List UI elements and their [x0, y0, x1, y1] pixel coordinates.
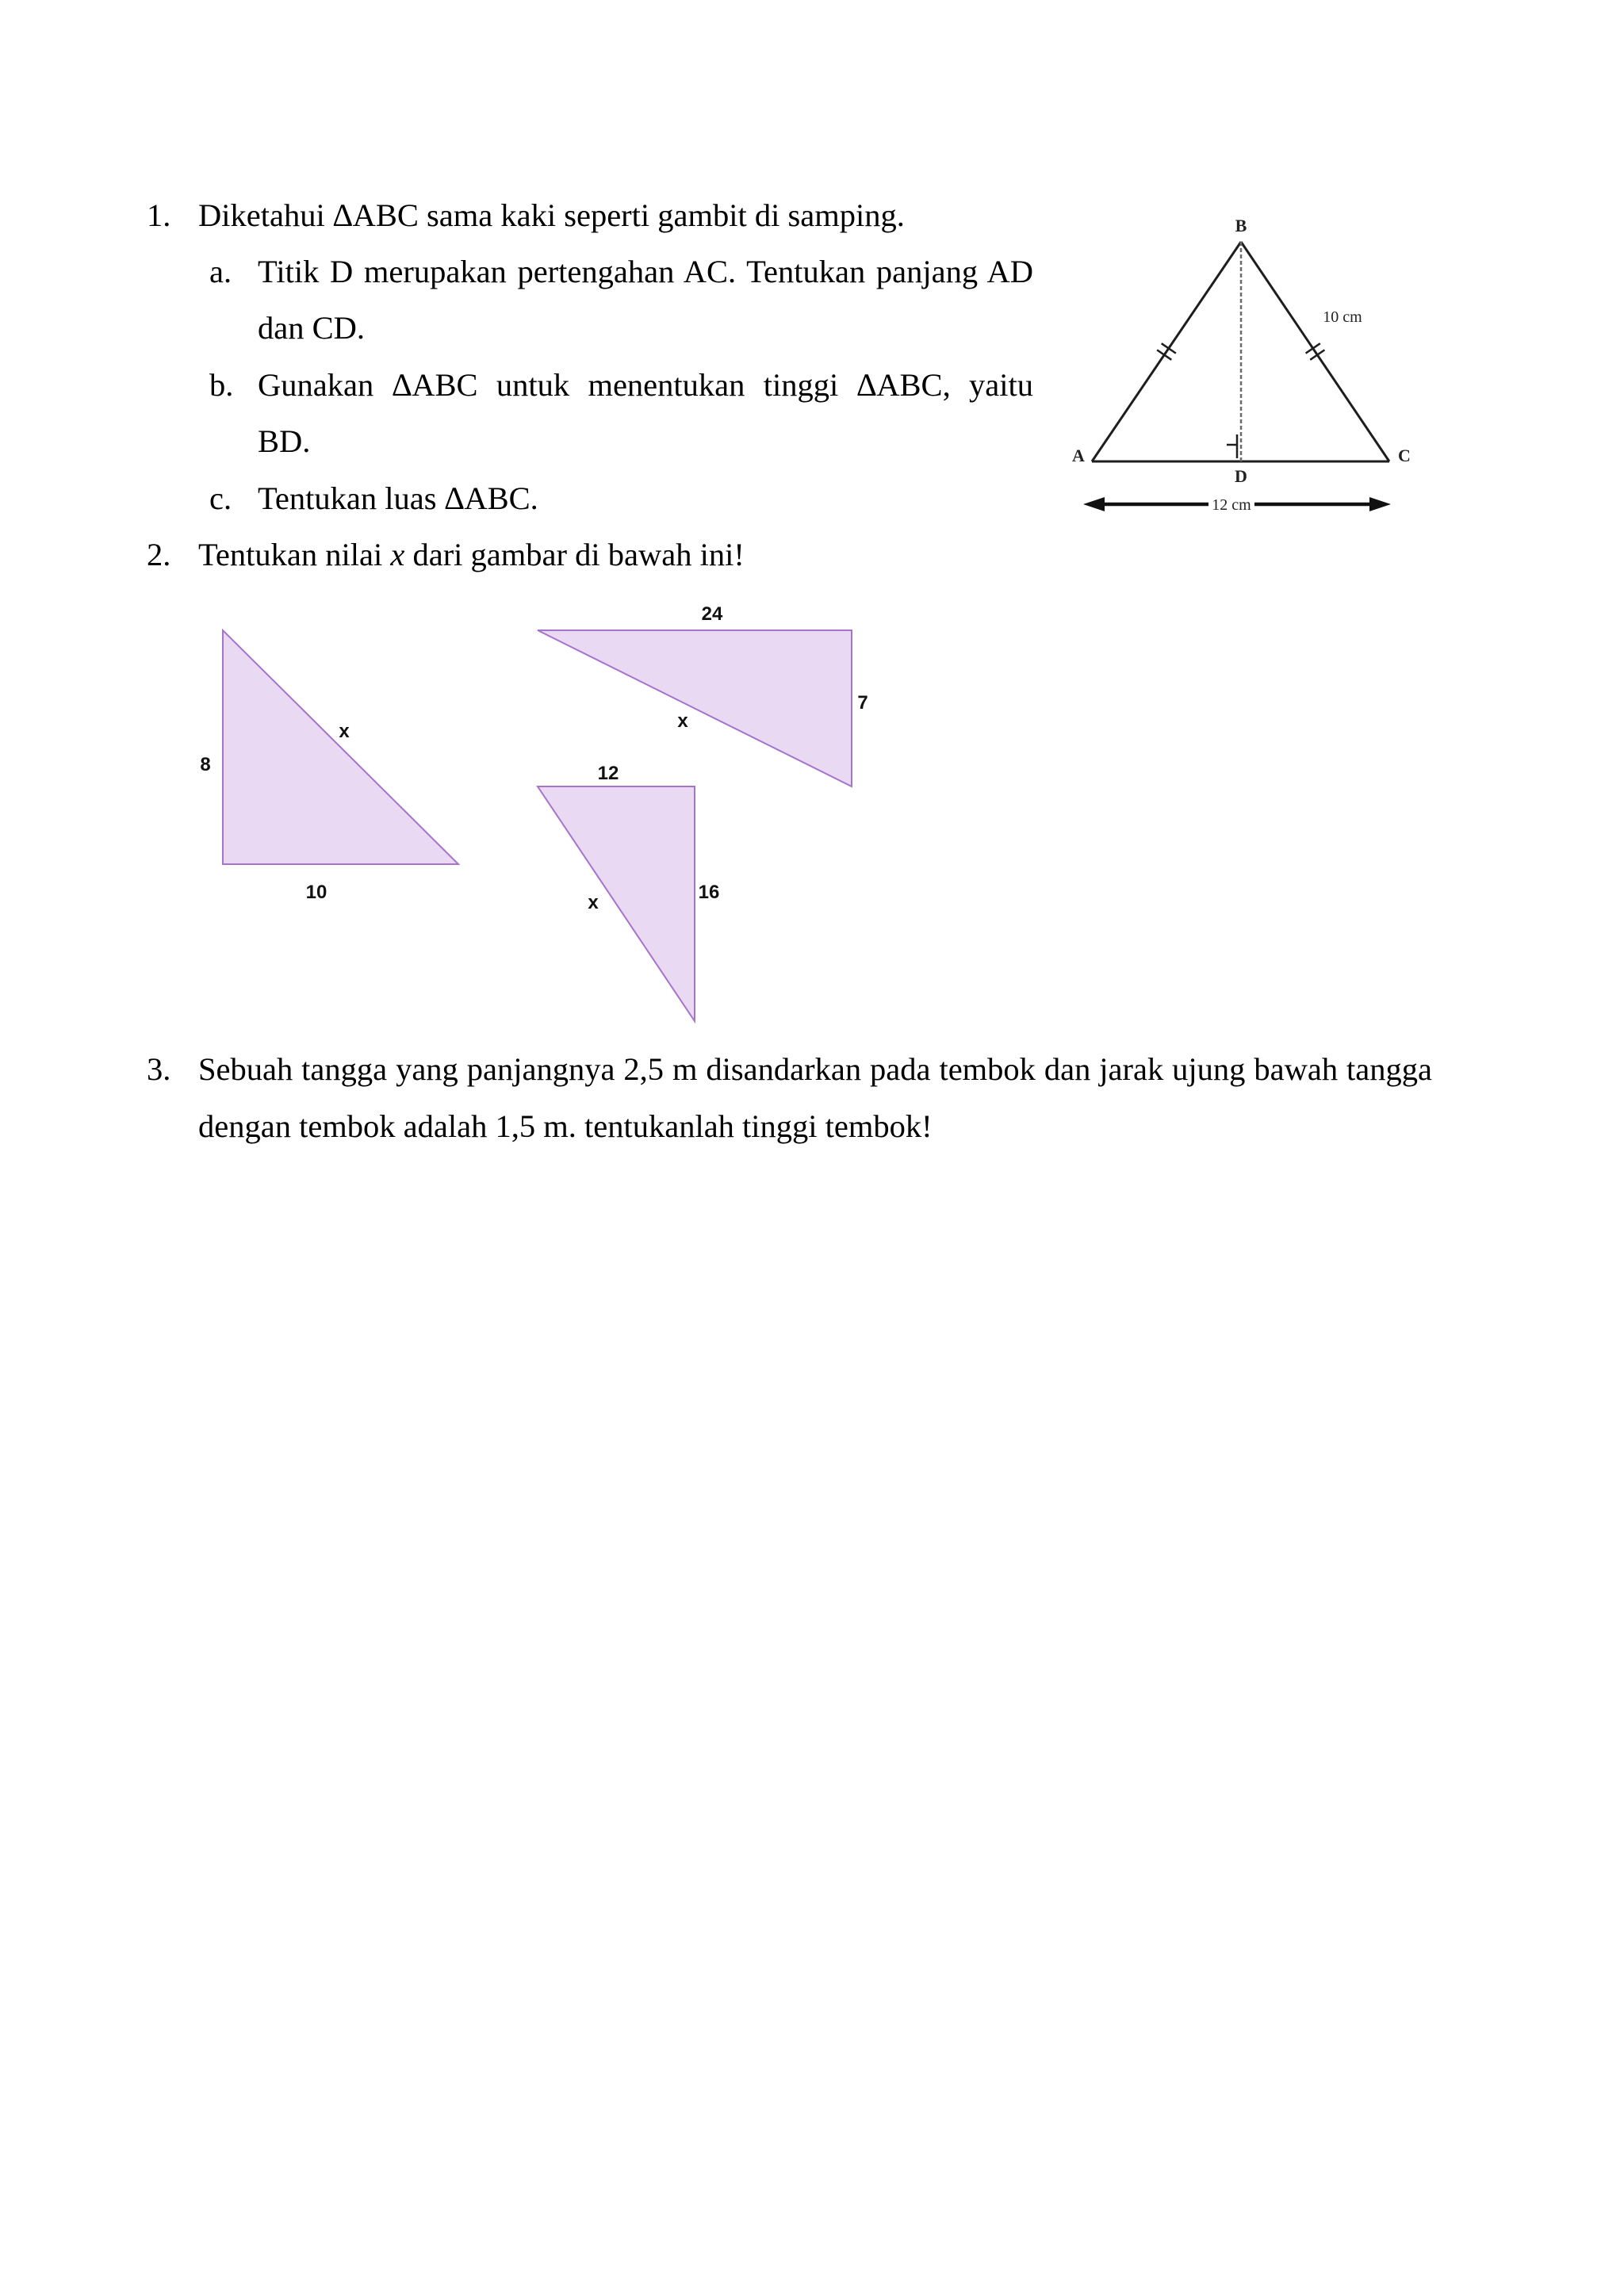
triangle-1-horizontal-label: 10: [305, 882, 327, 903]
triangle-3-vertical-label: 16: [698, 882, 720, 903]
triangle-1-hypotenuse-label: x: [339, 721, 350, 742]
base-dimension-arrow: [1083, 495, 1391, 514]
question-1-part-b-label: b.: [209, 367, 234, 403]
arrowhead-right-icon: [1369, 497, 1391, 511]
question-1-number: 1.: [147, 197, 171, 233]
right-triangles-figure: [223, 630, 852, 1021]
question-1-part-a-label: a.: [209, 254, 232, 289]
question-3-number: 3.: [147, 1051, 171, 1087]
question-1-part-c-label: c.: [209, 480, 232, 516]
triangle-2-horizontal-label: 24: [701, 603, 723, 625]
question-1-part-b-line-1: Gunakan ∆ABC untuk menentukan tinggi ∆ABC, yaitu: [258, 367, 1033, 403]
question-1-part-b-line-2: BD.: [258, 423, 311, 459]
question-3-line-2: dengan tembok adalah 1,5 m. tentukanlah tinggi tembok!: [198, 1108, 933, 1144]
side-ab-line: [1092, 242, 1241, 461]
question-1-text: Diketahui ∆ABC sama kaki seperti gambit di samping.: [198, 197, 905, 233]
triangle-2-hypotenuse-label: x: [677, 710, 688, 732]
triangle-2-vertical-label: 7: [857, 692, 868, 714]
question-1-part-a-line-2: dan CD.: [258, 310, 365, 346]
side-bc-measure-label: 10 cm: [1323, 308, 1362, 326]
question-2-text-after: dari gambar di bawah ini!: [412, 537, 745, 572]
question-3-line-1: Sebuah tangga yang panjangnya 2,5 m disandarkan pada tembok dan jarak ujung bawah tangga: [198, 1051, 1432, 1087]
vertex-label-d: D: [1235, 466, 1247, 486]
right-triangle-3: [538, 786, 695, 1021]
right-angle-mark: [1227, 434, 1237, 458]
question-1-part-c-line-1: Tentukan luas ∆ABC.: [258, 480, 538, 516]
base-measure-label: 12 cm: [1212, 496, 1251, 514]
vertex-label-c: C: [1398, 446, 1411, 465]
right-triangle-2: [538, 630, 852, 786]
vertex-label-a: A: [1072, 446, 1085, 465]
question-2-text-before: Tentukan nilai: [198, 537, 383, 572]
question-2-text: [198, 537, 745, 573]
triangle-3-hypotenuse-label: x: [588, 892, 599, 913]
question-2-variable: x: [390, 537, 405, 572]
triangle-1-vertical-label: 8: [200, 754, 211, 775]
vertex-label-b: B: [1235, 216, 1247, 235]
triangle-3-horizontal-label: 12: [597, 763, 619, 784]
question-1-part-a-line-1: Titik D merupakan pertengahan AC. Tentukan panjang AD: [258, 254, 1033, 289]
right-triangle-1: [223, 630, 458, 864]
isosceles-triangle-figure: [1072, 216, 1411, 514]
question-2-number: 2.: [147, 537, 171, 572]
side-bc-line: [1241, 242, 1389, 461]
arrowhead-left-icon: [1083, 497, 1105, 511]
